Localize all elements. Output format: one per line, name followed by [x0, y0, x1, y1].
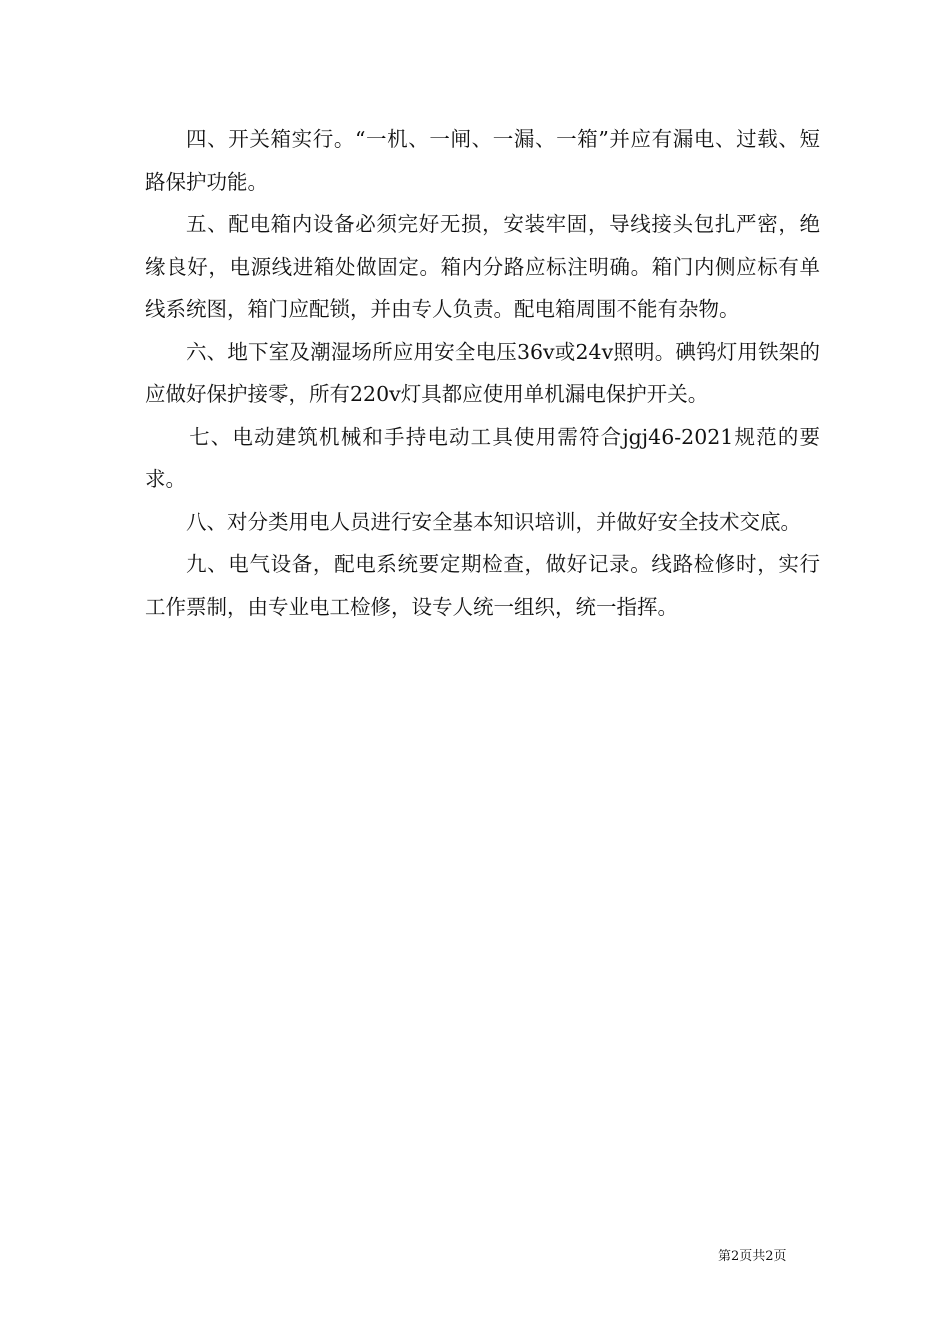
paragraph-6: 六、地下室及潮湿场所应用安全电压36v或24v照明。碘钨灯用铁架的应做好保护接零，所有220v灯具都应使用单机漏电保护开关。	[145, 339, 820, 406]
paragraph-8: 八、对分类用电人员进行安全基本知识培训，并做好安全技术交底。	[186, 509, 801, 534]
paragraph-7: 七、电动建筑机械和手持电动工具使用需符合jgj46-2021规范的要求。	[145, 424, 820, 491]
paragraph-5: 五、配电箱内设备必须完好无损，安装牢固，导线接头包扎严密，绝缘良好，电源线进箱处做固定。箱内分路应标注明确。箱门内侧应标有单线系统图，箱门应配锁，并由专人负责。配电箱周围不能有杂物。	[145, 212, 820, 321]
page-number-label: 第2页共2页	[718, 1249, 787, 1264]
paragraph-9: 九、电气设备，配电系统要定期检查，做好记录。线路检修时，实行工作票制，由专业电工检修，设专人统一组织，统一指挥。	[145, 552, 820, 619]
page-footer	[718, 1248, 787, 1266]
document-body	[145, 118, 820, 628]
paragraph-4: 四、开关箱实行。“一机、一闸、一漏、一箱”并应有漏电、过载、短路保护功能。	[145, 127, 820, 194]
